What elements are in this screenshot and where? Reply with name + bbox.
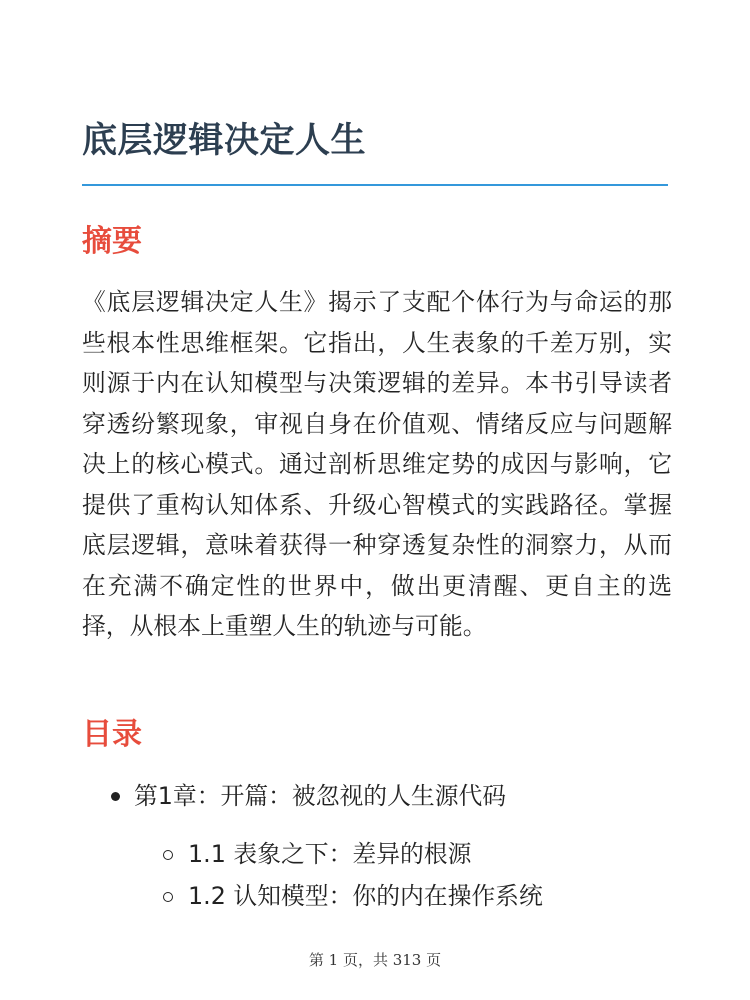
summary-paragraph: 《底层逻辑决定人生》揭示了支配个体行为与命运的那些根本性思维框架。它指出，人生表象的千差万别，实则源于内在认知模型与决策逻辑的差异。本书引导读者穿透纷繁现象，审视自身在价值观、情绪反应与问题解决上的核心模式。通过剖析思维定势的成因与影响，它提供了重构认知体系、升级心智模式的实践路径。掌握底层逻辑，意味着获得一种穿透复杂性的洞察力，从而在充满不确定性的世界中，做出更清醒、更自主的选择，从根本上重塑人生的轨迹与可能。 xyxy=(82,288,672,640)
bullet-disc-icon xyxy=(111,792,120,801)
toc-item-label: 1.1 表象之下：差异的根源 xyxy=(188,840,472,868)
title-divider xyxy=(82,184,668,186)
bullet-circle-icon xyxy=(163,850,173,860)
toc-item-label: 第1章：开篇：被忽视的人生源代码 xyxy=(134,782,507,810)
summary-heading: 摘要 xyxy=(82,224,142,259)
toc-item-label: 1.2 认知模型：你的内在操作系统 xyxy=(188,882,543,910)
page-footer: 第 1 页，共 313 页 xyxy=(308,951,442,969)
bullet-circle-icon xyxy=(163,892,173,902)
toc-heading: 目录 xyxy=(82,717,142,752)
page-title: 底层逻辑决定人生 xyxy=(82,121,367,161)
